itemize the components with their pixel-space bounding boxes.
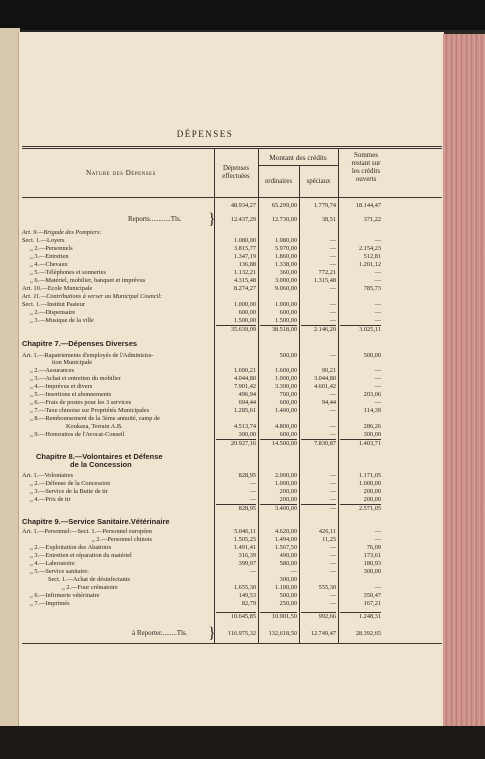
- amount-som: 371,22: [363, 216, 381, 223]
- row-label: Art. 10.—Ecole Municipale: [22, 285, 93, 292]
- amount-spe: 90,21: [321, 367, 336, 374]
- amount-spe: —: [329, 431, 336, 438]
- amount-ord: 1.860,00: [274, 253, 297, 260]
- amount-som: —: [374, 383, 381, 390]
- row-label: Chapitre 7.—Dépenses Diverses: [22, 339, 138, 348]
- amount-dep: 7.901,42: [233, 383, 256, 390]
- amount-dep: 136,88: [238, 261, 256, 268]
- row-label: „ 2.—Dispensaire: [30, 309, 76, 316]
- amount-ord: 200,00: [279, 488, 297, 495]
- amount-dep: 496,94: [238, 391, 256, 398]
- amount-spe: 555,30: [318, 584, 336, 591]
- row-label: „ 3.—Entretien et réparation du matériel: [30, 552, 132, 559]
- amount-spe: —: [329, 496, 336, 503]
- brace-icon: }: [208, 211, 216, 228]
- amount-ord: 200,00: [279, 496, 297, 503]
- amount-dep: 1.655,30: [233, 584, 256, 591]
- amount-som: —: [374, 375, 381, 382]
- amount-dep: 1.080,00: [233, 237, 256, 244]
- amount-spe: —: [329, 309, 336, 316]
- amount-ord: 65.299,00: [271, 202, 297, 209]
- header-nature: Nature des Dépenses: [86, 169, 156, 177]
- amount-ord: 1.080,00: [274, 237, 297, 244]
- amount-som: 76,09: [366, 544, 381, 551]
- amount-som: 200,00: [363, 488, 381, 495]
- row-label: „ 7.—Imprimés: [30, 600, 70, 607]
- row-label: „ 6.—Frais de postes pour les 3 services: [30, 399, 132, 406]
- amount-ord: 1.494,00: [274, 536, 297, 543]
- row-label: à Reporter.........Tls.: [132, 629, 188, 637]
- amount-ord: 3.300,00: [274, 383, 297, 390]
- amount-som: 167,21: [363, 600, 381, 607]
- amount-som: 1.248,31: [358, 613, 381, 620]
- amount-ord: 10.901,50: [271, 613, 297, 620]
- amount-dep: 35.639,09: [230, 326, 256, 333]
- row-label: „ 6.—Infirmerie vétérinaire: [30, 592, 100, 599]
- amount-spe: —: [329, 301, 336, 308]
- row-label: „ 3.—Musique de la ville: [30, 317, 94, 324]
- amount-spe: 12.749,47: [310, 630, 336, 637]
- amount-ord: 580,00: [279, 560, 297, 567]
- amount-ord: 360,00: [279, 269, 297, 276]
- amount-som: 785,73: [363, 285, 381, 292]
- amount-som: —: [374, 399, 381, 406]
- amount-som: 28.392,65: [355, 630, 381, 637]
- amount-dep: 4.044,80: [233, 375, 256, 382]
- row-label: „ 2.—Personnel chinois: [92, 536, 152, 543]
- row-label: Reports............Tls.: [128, 215, 182, 223]
- row-label: Sect. 1.—Institut Pasteur: [22, 301, 85, 308]
- amount-som: —: [374, 536, 381, 543]
- amount-spe: —: [329, 261, 336, 268]
- amount-spe: 7.830,87: [313, 440, 336, 447]
- header-sommes-2: restant sur: [351, 159, 381, 167]
- row-label: Art. 11.—Contributions à verser au Municipal Council:: [22, 293, 163, 300]
- amount-spe: —: [329, 488, 336, 495]
- row-label: „ 5.—Insertions et abonnements: [30, 391, 112, 398]
- amount-spe: —: [329, 391, 336, 398]
- row-label: „ 3.—Service de la Butte de tir: [30, 488, 108, 495]
- amount-dep: 694,44: [238, 399, 256, 406]
- header-top-rule: [22, 146, 442, 147]
- amount-som: 286,26: [363, 423, 381, 430]
- row-label: „ 3.—Entretien: [30, 253, 69, 260]
- amount-ord: 600,00: [279, 431, 297, 438]
- amount-som: 2.571,05: [358, 505, 381, 512]
- amount-dep: 10.645,85: [230, 613, 256, 620]
- amount-dep: —: [249, 496, 256, 503]
- row-label: „ 4.—Imprévus et divers: [30, 383, 93, 390]
- row-label: „ 4.—Prix de tir: [30, 496, 71, 503]
- amount-dep: 1.690,21: [233, 367, 256, 374]
- amount-ord: 500,00: [279, 352, 297, 359]
- brace-icon: }: [208, 625, 216, 642]
- amount-ord: 2.000,00: [274, 472, 297, 479]
- amount-ord: 700,00: [279, 391, 297, 398]
- amount-spe: —: [329, 560, 336, 567]
- row-label: tion Municipale: [52, 359, 93, 366]
- amount-spe: 2.146,20: [313, 326, 336, 333]
- header-dep-eff-1: Dépenses: [222, 165, 250, 172]
- amount-spe: —: [329, 423, 336, 430]
- amount-som: 350,47: [363, 592, 381, 599]
- amount-dep: 600,00: [238, 309, 256, 316]
- amount-ord: 1.100,00: [274, 584, 297, 591]
- header-sommes-4: ouverts: [355, 175, 377, 183]
- row-label: Art. 1.—Personnel:—Sect. 1.—Personnel européen: [22, 528, 152, 535]
- amount-dep: 828,95: [238, 505, 256, 512]
- amount-ord: 9.060,00: [274, 285, 297, 292]
- row-label: „ 2.—Assurances: [30, 367, 75, 374]
- amount-dep: 149,53: [238, 592, 256, 599]
- amount-dep: 1.132,21: [233, 269, 256, 276]
- amount-dep: 1.491,41: [233, 544, 256, 551]
- amount-dep: 8.274,27: [233, 285, 256, 292]
- amount-dep: 1.347,19: [233, 253, 256, 260]
- amount-spe: 1.779,74: [313, 202, 336, 209]
- row-label: „ 2.—Défense de la Concession: [30, 480, 111, 487]
- amount-dep: 1.500,00: [233, 317, 256, 324]
- amount-ord: 3.000,00: [274, 277, 297, 284]
- amount-dep: 828,95: [238, 472, 256, 479]
- amount-ord: 600,00: [279, 399, 297, 406]
- amount-spe: —: [329, 285, 336, 292]
- amount-spe: 4.601,42: [313, 383, 336, 390]
- amount-spe: —: [329, 505, 336, 512]
- amount-spe: —: [329, 552, 336, 559]
- row-label: Art. 1.—Volontaires: [22, 472, 74, 479]
- amount-som: 1.000,00: [358, 480, 381, 487]
- amount-spe: 3.044,80: [313, 375, 336, 382]
- header-ordinaires: ordinaires: [264, 178, 293, 185]
- amount-som: 114,39: [363, 407, 381, 414]
- amount-som: 2.154,23: [358, 245, 381, 252]
- amount-som: 300,00: [363, 568, 381, 575]
- amount-ord: 14.500,00: [271, 440, 297, 447]
- amount-ord: 1.338,00: [274, 261, 297, 268]
- amount-ord: 3.400,00: [274, 505, 297, 512]
- amount-dep: 48.934,27: [230, 202, 256, 209]
- amount-spe: —: [329, 480, 336, 487]
- amount-dep: 316,39: [238, 552, 256, 559]
- amount-ord: 490,00: [279, 552, 297, 559]
- amount-ord: 300,00: [279, 576, 297, 583]
- page-title: DÉPENSES: [176, 129, 234, 139]
- amount-spe: —: [329, 544, 336, 551]
- amount-som: 1.201,12: [358, 261, 381, 268]
- row-label: „ 6.—Matériel, mobilier, banquet et imprévus: [30, 277, 146, 284]
- amount-ord: 38.518,00: [271, 326, 297, 333]
- amount-dep: 4.315,48: [233, 277, 256, 284]
- amount-som: 200,00: [363, 496, 381, 503]
- row-label: „ 2.—Personnels: [30, 245, 73, 252]
- amount-dep: —: [249, 480, 256, 487]
- amount-spe: 1.315,48: [313, 277, 336, 284]
- row-label: Chapitre 8.—Volontaires et Défense: [36, 452, 163, 461]
- amount-som: 1.171,05: [358, 472, 381, 479]
- row-label: Sect. 1.—Achat de désinfectants: [48, 576, 131, 583]
- row-label: „ 3.—Achat et entretien du mobilier: [30, 375, 121, 382]
- amount-ord: —: [290, 568, 297, 575]
- row-label: „ 2.—Four crématoire: [62, 584, 118, 591]
- header-montant: Montant des crédits: [269, 153, 327, 162]
- amount-spe: —: [329, 245, 336, 252]
- row-label: Koukaza, Terrain A.B.: [66, 423, 123, 430]
- scanner-bottom-band: [0, 726, 485, 759]
- row-label: Art. 9.—Brigade des Pompiers:: [22, 229, 102, 236]
- amount-ord: 600,00: [279, 309, 297, 316]
- row-label: de la Concession: [70, 460, 132, 469]
- header-speciaux: spéciaux: [306, 178, 331, 185]
- amount-ord: 1.400,00: [274, 407, 297, 414]
- amount-spe: —: [329, 592, 336, 599]
- row-label: Sect. 1.—Loyers: [22, 237, 65, 244]
- amount-ord: 1.600,00: [274, 367, 297, 374]
- amount-spe: —: [329, 237, 336, 244]
- amount-som: —: [374, 367, 381, 374]
- scanner-top-band: [0, 0, 485, 30]
- amount-som: 300,00: [363, 431, 381, 438]
- amount-ord: 1.000,00: [274, 375, 297, 382]
- amount-spe: —: [329, 253, 336, 260]
- amount-som: —: [374, 528, 381, 535]
- amount-som: 18.144,47: [355, 202, 381, 209]
- amount-som: 180,93: [363, 560, 381, 567]
- amount-spe: 772,21: [318, 269, 336, 276]
- amount-ord: 1.000,00: [274, 301, 297, 308]
- amount-som: 3.025,11: [359, 326, 381, 333]
- amount-ord: 250,00: [279, 600, 297, 607]
- row-label: „ 2.—Exploitation des Abattoirs: [30, 544, 112, 551]
- row-label: „ 5.—Téléphones et sonneries: [30, 269, 106, 276]
- amount-spe: —: [329, 600, 336, 607]
- row-label: „ 9.—Honoraires de l'Avocat-Conseil: [30, 431, 125, 438]
- header-top-rule-2: [22, 148, 442, 149]
- montant-subrule: [258, 165, 338, 166]
- amount-spe: 38,51: [321, 216, 336, 223]
- header-dep-eff-2: effectuées: [222, 173, 250, 180]
- row-label: „ 4.—Laboratoire: [30, 560, 75, 567]
- header-bottom-rule: [22, 197, 442, 198]
- amount-som: —: [374, 237, 381, 244]
- amount-som: —: [374, 584, 381, 591]
- amount-dep: 3.815,77: [233, 245, 256, 252]
- table-bottom-rule: [22, 643, 442, 644]
- amount-spe: —: [329, 407, 336, 414]
- amount-ord: 12.730,00: [271, 216, 297, 223]
- row-label: „ 5.—Service sanitaire:: [30, 568, 89, 575]
- header-sommes-1: Sommes: [353, 151, 379, 159]
- amount-spe: 94,44: [321, 399, 336, 406]
- amount-ord: 4.800,00: [274, 423, 297, 430]
- row-label: Chapitre 9.—Service Sanitaire.Vétérinaire: [22, 517, 170, 526]
- amount-ord: 500,00: [279, 592, 297, 599]
- amount-som: —: [374, 309, 381, 316]
- row-label: „ 8.—Remboursement de la 3ème annuité, camp de: [30, 415, 160, 422]
- amount-spe: —: [329, 472, 336, 479]
- amount-som: —: [374, 317, 381, 324]
- amount-som: 173,61: [363, 552, 381, 559]
- amount-dep: 399,07: [238, 560, 256, 567]
- amount-dep: 1.505,25: [233, 536, 256, 543]
- amount-ord: 5.970,00: [274, 245, 297, 252]
- amount-som: —: [374, 301, 381, 308]
- amount-ord: 1.567,50: [274, 544, 297, 551]
- amount-dep: 1.000,00: [233, 301, 256, 308]
- amount-spe: 11,25: [322, 536, 336, 543]
- amount-som: 1.403,71: [358, 440, 381, 447]
- amount-spe: —: [329, 352, 336, 359]
- amount-spe: 426,11: [318, 528, 336, 535]
- amount-dep: —: [249, 568, 256, 575]
- amount-dep: 300,00: [238, 431, 256, 438]
- amount-dep: 82,79: [241, 600, 256, 607]
- row-label: „ 4.—Chevaux: [30, 261, 68, 268]
- amount-dep: 12.437,29: [230, 216, 256, 223]
- amount-spe: 992,66: [318, 613, 336, 620]
- amount-dep: 20.927,16: [230, 440, 256, 447]
- row-label: „ 7.—Taxe chinoise sur Propriétés Municipales: [30, 407, 150, 414]
- amount-ord: 4.620,00: [274, 528, 297, 535]
- amount-dep: —: [249, 488, 256, 495]
- amount-ord: 1.500,00: [274, 317, 297, 324]
- amount-som: 203,06: [363, 391, 381, 398]
- row-label: Art. 1.—Rapatriements d'employés de l'Administra-: [22, 352, 154, 359]
- amount-dep: 116.975,32: [227, 630, 256, 637]
- amount-spe: —: [329, 568, 336, 575]
- page-stack-edge: [443, 34, 485, 726]
- amount-dep: 1.285,61: [233, 407, 256, 414]
- amount-som: 512,81: [363, 253, 381, 260]
- amount-som: —: [374, 277, 381, 284]
- amount-dep: 5.046,11: [234, 528, 256, 535]
- amount-ord: 1.000,00: [274, 480, 297, 487]
- header-sommes-3: les crédits: [351, 167, 381, 175]
- amount-ord: 132,618,50: [268, 630, 297, 637]
- amount-dep: 4.513,74: [233, 423, 256, 430]
- amount-som: —: [374, 269, 381, 276]
- amount-som: 500,00: [363, 352, 381, 359]
- amount-spe: —: [329, 317, 336, 324]
